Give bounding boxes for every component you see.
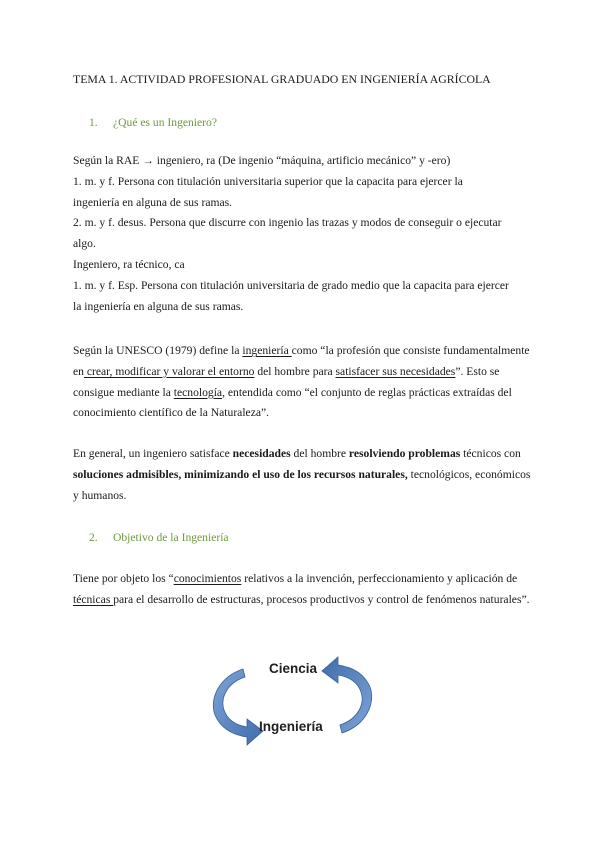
objective-underlined-conocimientos: conocimientos — [173, 572, 242, 585]
section-1-number: 1. — [89, 116, 98, 129]
left-cycle-arrow — [213, 669, 263, 745]
objective-paragraph — [73, 569, 533, 611]
unesco-underlined-tecnologia: tecnología — [173, 385, 223, 399]
unesco-paragraph — [73, 341, 533, 424]
rae-line: Ingeniero, ra técnico, ca — [73, 257, 185, 271]
unesco-underlined-ingenieria: ingeniería — [242, 344, 292, 357]
objective-text: para el desarrollo de estructuras, procesos productivos y control de fenómenos naturales”. — [113, 592, 530, 606]
unesco-text: del hombre para — [254, 364, 336, 378]
diagram-label-ingenieria: Ingeniería — [259, 719, 323, 734]
general-text: técnicos con — [460, 447, 521, 460]
general-bold-resolviendo: resolviendo problemas — [348, 447, 461, 460]
general-text: En general, un ingeniero satisface — [73, 447, 233, 460]
objective-text: Tiene por objeto los “ — [73, 572, 174, 585]
unesco-text: , entendida como “el conjunto de reglas prácticas extraídas del conocimiento científico de la Naturaleza”. — [73, 385, 512, 420]
section-2-heading — [89, 531, 229, 544]
unesco-underlined-crear: crear, modificar y valorar el entorno — [83, 364, 255, 378]
section-1-label: ¿Qué es un Ingeniero? — [113, 116, 217, 129]
general-bold-necesidades: necesidades — [232, 447, 291, 460]
rae-line: 1. m. y f. Esp. Persona con titulación universitaria de grado medio que la capacita para ejercer — [73, 278, 509, 292]
section-2-number: 2. — [89, 531, 98, 544]
rae-line: ingeniería en alguna de sus ramas. — [73, 195, 233, 209]
unesco-text: ”. Esto se consigue mediante la — [73, 364, 500, 399]
unesco-text: como “la profesión que consiste fundamentalmente en — [73, 344, 530, 378]
document-title: TEMA 1. ACTIVIDAD PROFESIONAL GRADUADO EN INGENIERÍA AGRÍCOLA — [73, 72, 491, 86]
objective-text: relativos a la invención, perfeccionamiento y aplicación de — [241, 572, 518, 585]
right-cycle-arrow — [322, 657, 372, 733]
unesco-underlined-necesidades: satisfacer sus necesidades — [335, 364, 456, 378]
rae-line: 2. m. y f. desus. Persona que discurre con ingenio las trazas y modos de conseguir o ejecutar — [73, 216, 502, 230]
ciencia-ingenieria-cycle-diagram — [205, 655, 380, 747]
section-2-label: Objetivo de la Ingeniería — [113, 531, 229, 544]
diagram-label-ciencia: Ciencia — [269, 661, 318, 676]
section-1-heading — [89, 116, 217, 129]
general-bold-soluciones: soluciones admisibles, minimizando el uso de los recursos naturales, — [73, 467, 408, 481]
rae-definition-block — [73, 151, 533, 317]
rae-line: Según la RAE → ingeniero, ra (De ingenio “máquina, artificio mecánico” y -ero) — [73, 154, 451, 167]
general-text: tecnológicos, económicos y humanos. — [73, 467, 531, 502]
general-text: del hombre — [290, 447, 349, 460]
unesco-text: Según la UNESCO (1979) define la — [73, 344, 243, 357]
general-paragraph — [73, 444, 533, 506]
rae-line: 1. m. y f. Persona con titulación universitaria superior que la capacita para ejercer la — [73, 174, 463, 188]
rae-line: la ingeniería en alguna de sus ramas. — [73, 299, 244, 313]
rae-line: algo. — [73, 237, 96, 251]
objective-underlined-tecnicas: técnicas — [73, 592, 114, 606]
